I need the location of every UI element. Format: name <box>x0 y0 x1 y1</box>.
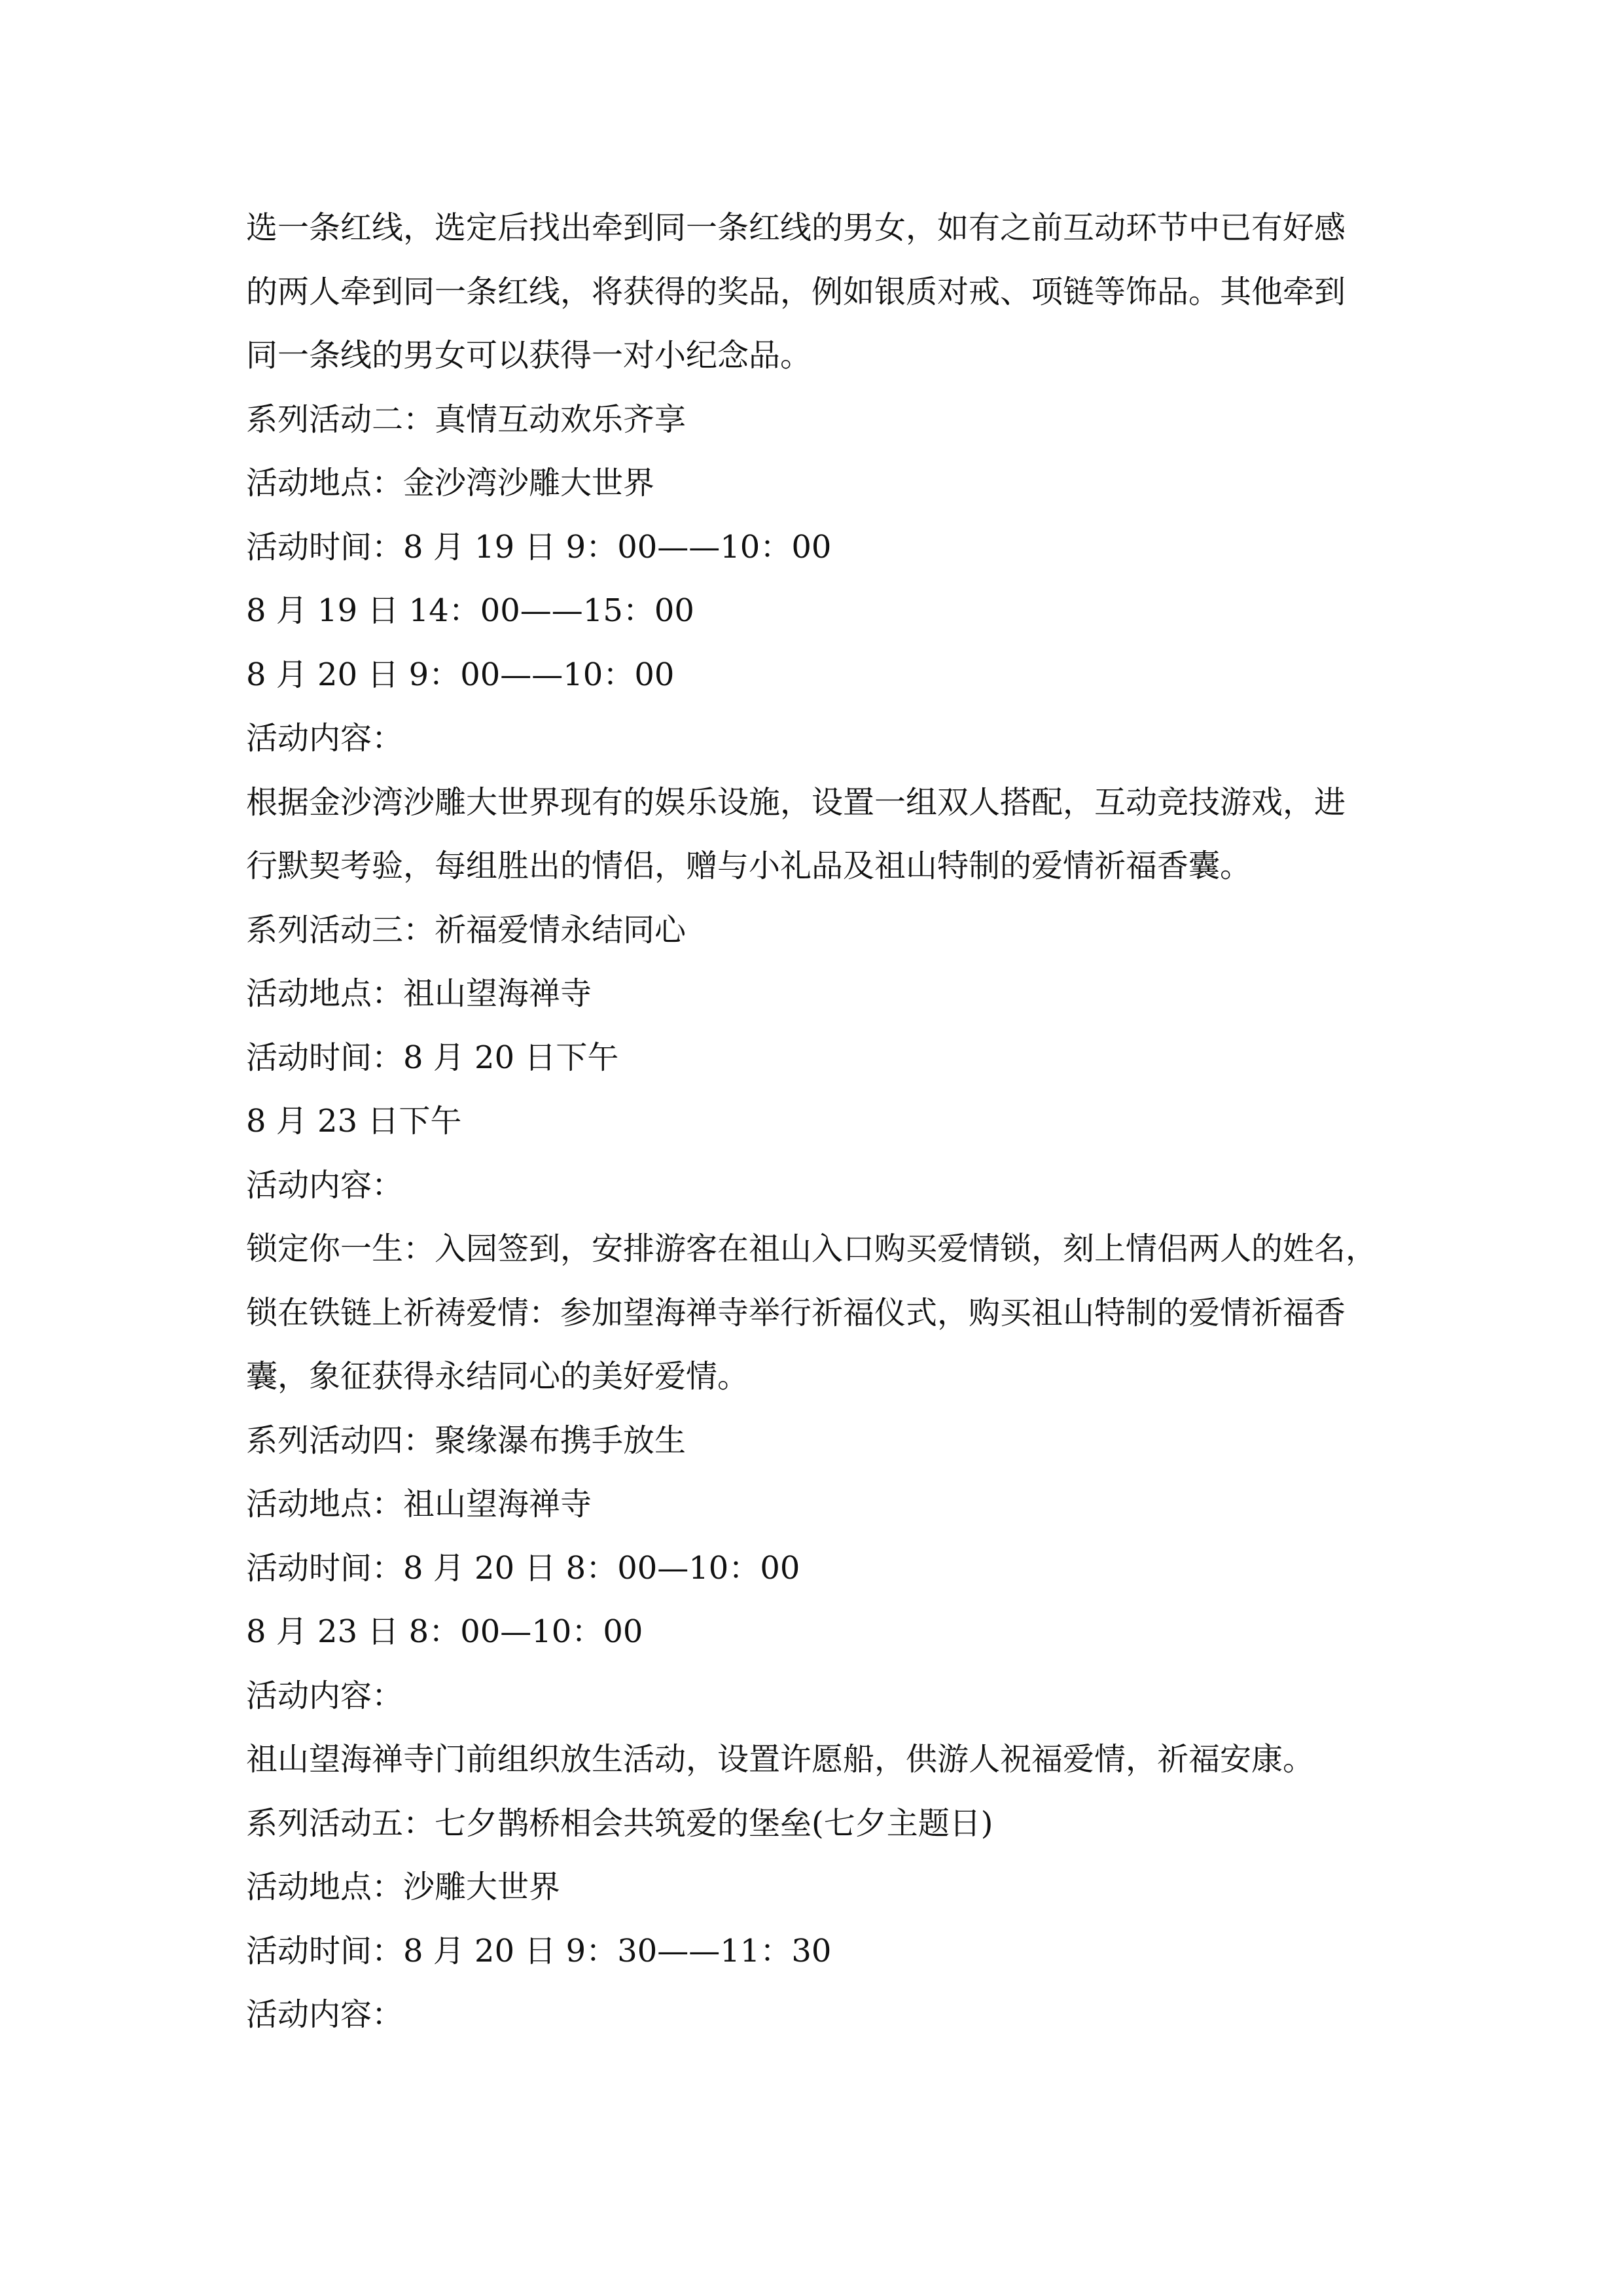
activity-location: 活动地点：祖山望海禅寺 <box>246 1486 592 1522</box>
activity-content-label: 活动内容： <box>246 1677 404 1714</box>
activity-location: 活动地点：沙雕大世界 <box>246 1869 561 1905</box>
activity-time: 活动时间：8 月 20 日 9：30——11：30 <box>246 1932 832 1969</box>
activity-time: 8 月 23 日下午 <box>246 1103 462 1139</box>
section-heading: 系列活动四：聚缘瀑布携手放生 <box>246 1422 687 1459</box>
body-text-line: 根据金沙湾沙雕大世界现有的娱乐设施，设置一组双人搭配，互动竞技游戏，进 <box>246 783 1346 821</box>
activity-content-label: 活动内容： <box>246 720 404 757</box>
body-text-line: 锁在铁链上祈祷爱情：参加望海禅寺举行祈福仪式，购买祖山特制的爱情祈福香 <box>246 1294 1346 1331</box>
body-text-line: 祖山望海禅寺门前组织放生活动，设置许愿船，供游人祝福爱情，祈福安康。 <box>246 1741 1315 1778</box>
activity-time: 8 月 19 日 14：00——15：00 <box>246 592 694 629</box>
activity-location: 活动地点：祖山望海禅寺 <box>246 975 592 1012</box>
activity-time: 活动时间：8 月 20 日下午 <box>246 1039 619 1076</box>
activity-content-label: 活动内容： <box>246 1996 404 2033</box>
body-text-line: 选一条红线，选定后找出牵到同一条红线的男女，如有之前互动环节中已有好感 <box>246 209 1346 246</box>
activity-time: 活动时间：8 月 20 日 8：00—10：00 <box>246 1549 800 1587</box>
activity-time: 8 月 23 日 8：00—10：00 <box>246 1613 643 1650</box>
body-text-line: 锁定你一生：入园签到，安排游客在祖山入口购买爱情锁，刻上情侣两人的姓名， <box>246 1230 1378 1267</box>
activity-time: 8 月 20 日 9：00——10：00 <box>246 656 675 693</box>
body-text-line: 同一条线的男女可以获得一对小纪念品。 <box>246 337 812 374</box>
activity-location: 活动地点：金沙湾沙雕大世界 <box>246 465 655 501</box>
body-text-line: 的两人牵到同一条红线，将获得的奖品，例如银质对戒、项链等饰品。其他牵到 <box>246 273 1346 310</box>
section-heading: 系列活动二：真情互动欢乐齐享 <box>246 401 687 438</box>
section-heading: 系列活动五：七夕鹊桥相会共筑爱的堡垒(七夕主题日) <box>246 1804 993 1842</box>
activity-content-label: 活动内容： <box>246 1166 404 1204</box>
activity-time: 活动时间：8 月 19 日 9：00——10：00 <box>246 528 832 565</box>
section-heading: 系列活动三：祈福爱情永结同心 <box>246 911 687 948</box>
body-text-line: 囊，象征获得永结同心的美好爱情。 <box>246 1358 749 1395</box>
body-text-line: 行默契考验，每组胜出的情侣，赠与小礼品及祖山特制的爱情祈福香囊。 <box>246 848 1252 884</box>
document-body <box>246 196 1385 2047</box>
